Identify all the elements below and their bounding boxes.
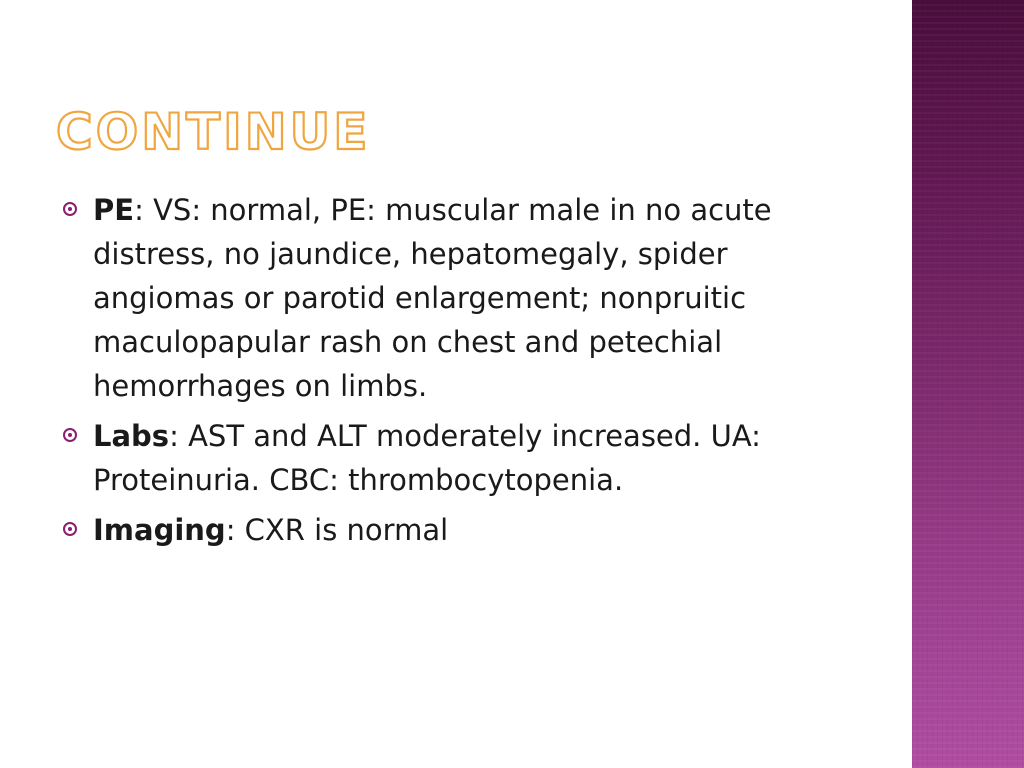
bullet-text: : VS: normal, PE: muscular male in no acute distress, no jaundice, hepatomegaly, spider angiomas or parotid enlargement; nonpruitic maculopapular rash on chest and petechial hemorrhages on limbs. [93,193,772,403]
slide-title: CONTINUE [56,103,371,161]
bullet-term: Labs [93,419,170,453]
bullet-text: : AST and ALT moderately increased. UA: Proteinuria. CBC: thrombocytopenia. [93,419,761,497]
decorative-side-panel [912,0,1024,768]
circle-bullet-icon [63,522,77,536]
bullet-term: Imaging [93,513,226,547]
circle-bullet-icon [63,428,77,442]
bullet-item-pe [60,188,860,408]
bullet-term: PE [93,193,135,227]
bullet-text: : CXR is normal [225,513,449,547]
bullet-item-labs [60,414,860,502]
circle-bullet-icon [63,202,77,216]
bullet-item-imaging [60,508,860,552]
bullet-list [60,188,860,558]
